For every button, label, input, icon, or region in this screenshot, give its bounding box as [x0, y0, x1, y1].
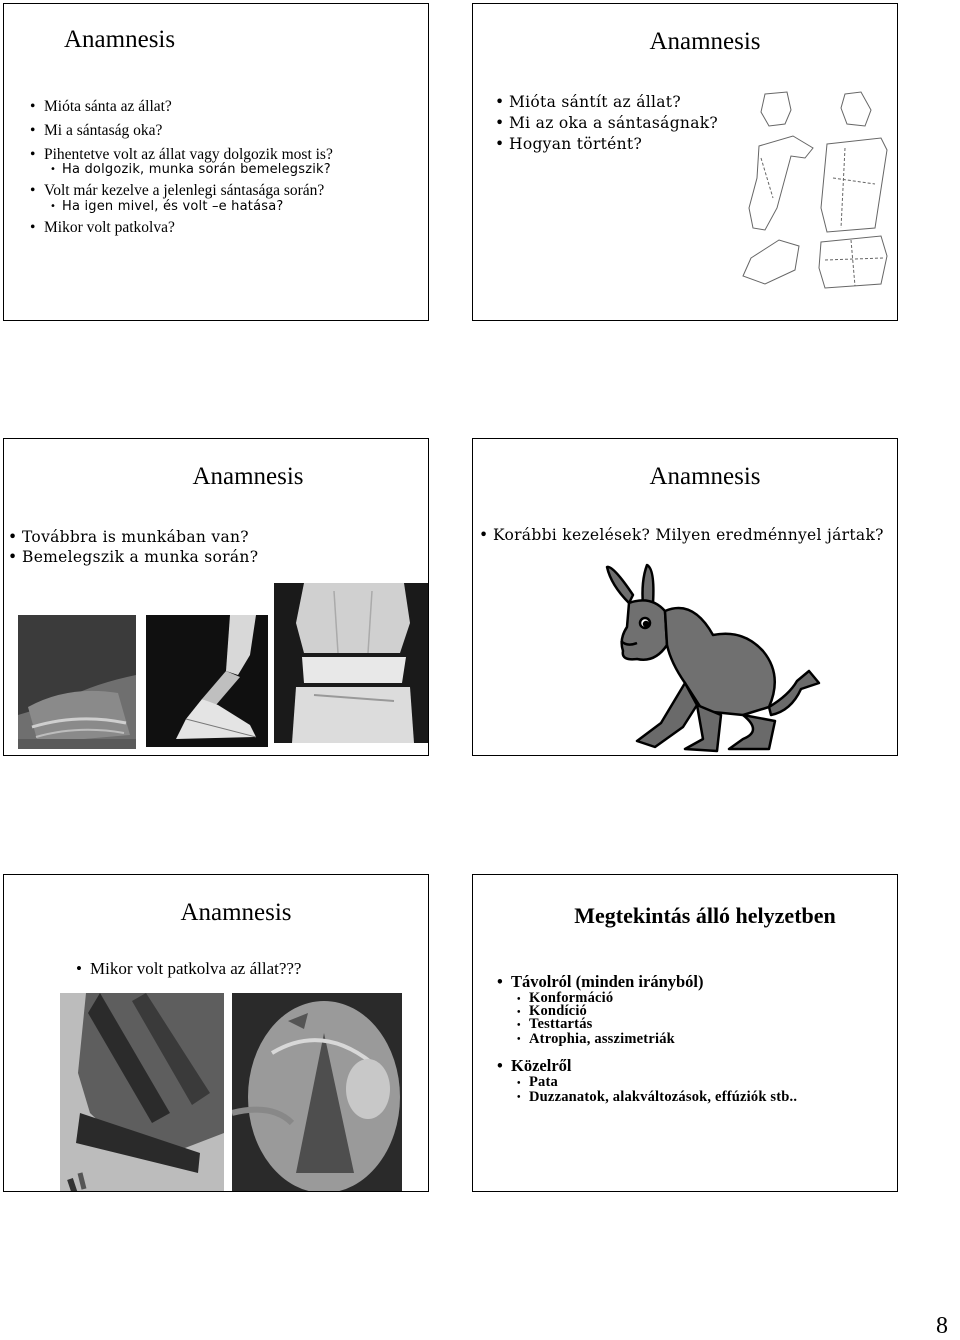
slide-title: Anamnesis: [180, 899, 292, 926]
slide-3: [3, 438, 429, 756]
slide-title: Anamnesis: [649, 463, 761, 490]
bullet-item: • Korábbi kezelések? Milyen eredménnyel jártak?: [477, 527, 884, 545]
bullet-item: • Mi a sántaság oka?: [28, 122, 333, 140]
slide-6: [472, 874, 898, 1192]
bullet-item: • Mióta sánta az állat?: [28, 98, 333, 116]
bullet-item: • Mikor volt patkolva?: [28, 219, 333, 237]
sub-bullet-item: • Pata: [495, 1076, 797, 1089]
slide-title: Anamnesis: [649, 28, 761, 55]
bullet-item: • Hogyan történt?: [493, 136, 718, 154]
bullet-item: • Volt már kezelve a jelenlegi sántasága során?: [28, 182, 333, 200]
bullet-list: [495, 973, 797, 1105]
slide-5: [3, 874, 429, 1192]
sub-bullet-item: • Kondíció: [495, 1005, 797, 1018]
hoof-shoe-photo: [60, 993, 224, 1191]
slide-2: [472, 3, 898, 321]
bullet-list: [477, 527, 884, 545]
bullet-list: [493, 94, 718, 153]
joint-xray: [274, 583, 429, 743]
bullet-item: • Pihentetve volt az állat vagy dolgozik most is?: [28, 146, 333, 164]
hoof-photo: [18, 615, 136, 749]
bullet-item: • Mióta sántít az állat?: [493, 94, 718, 112]
sub-bullet-item: • Ha dolgozik, munka során bemelegszik?: [28, 163, 333, 178]
bullet-item: • Közelről: [495, 1057, 797, 1076]
leg-xray: [146, 615, 268, 747]
sub-bullet-item: • Testtartás: [495, 1018, 797, 1031]
bullet-list: [28, 98, 333, 237]
sub-bullet-item: • Atrophia, asszimetriák: [495, 1031, 797, 1047]
slide-title: Anamnesis: [64, 26, 176, 53]
sub-bullet-item: • Duzzanatok, alakváltozások, effúziók stb..: [495, 1089, 797, 1105]
bullet-item: • Bemelegszik a munka során?: [6, 549, 258, 567]
bullet-item: • Mikor volt patkolva az állat???: [74, 959, 301, 979]
bullet-list: [74, 959, 301, 979]
page-number: 8: [936, 1313, 948, 1339]
bullet-list: [6, 529, 258, 567]
slide-1: [3, 3, 429, 321]
sub-bullet-item: • Konformáció: [495, 992, 797, 1005]
slide-4: [472, 438, 898, 756]
slide-title: Anamnesis: [192, 463, 304, 490]
bullet-item: • Távolról (minden irányból): [495, 973, 797, 992]
donkey-illustration: [593, 555, 833, 755]
bullet-item: • Mi az oka a sántaságnak?: [493, 115, 718, 133]
sub-bullet-item: • Ha igen mivel, és volt –e hatása?: [28, 200, 333, 215]
slide-title: Megtekintás álló helyzetben: [574, 903, 836, 928]
bullet-item: • Továbbra is munkában van?: [6, 529, 258, 547]
hoof-sole-photo: [232, 993, 402, 1191]
bone-diagram: [735, 88, 897, 298]
